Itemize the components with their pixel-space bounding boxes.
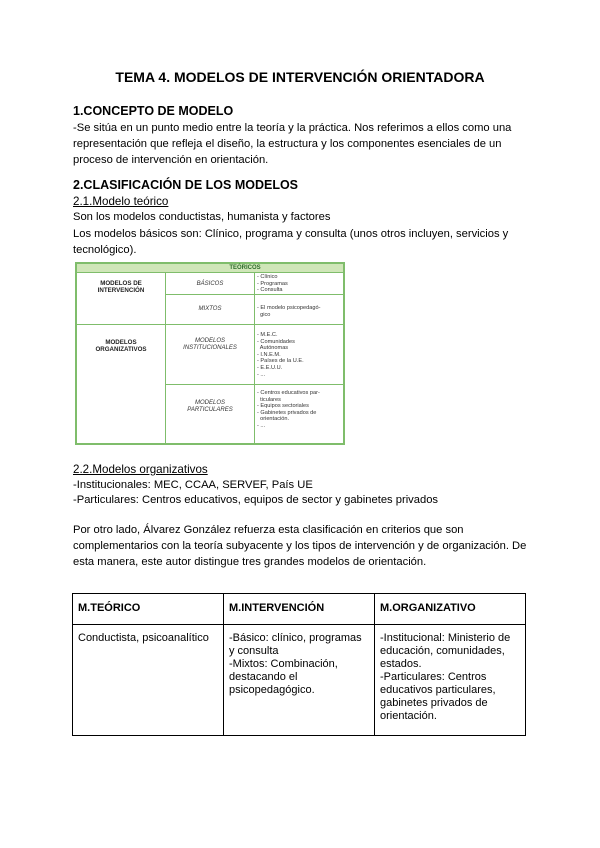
subheading-modelos-organizativos: 2.2.Modelos organizativos [73, 463, 208, 476]
comparison-table [72, 593, 526, 736]
scan-right-basicos: - Clínico - Programas - Consulta [257, 274, 288, 294]
scanned-models-table [75, 262, 345, 445]
table-header-row [73, 594, 526, 625]
alvarez-paragraph: Por otro lado, Álvarez González refuerza esta clasificación en criterios que son complementarios con la teoría subyacente y los tipos de intervención y de organización. De esta manera, este autor distingue tres grandes modelos de orientación. [73, 524, 527, 568]
scan-header-band: TEÓRICOS [77, 264, 343, 273]
scan-basicos: BÁSICOS [196, 281, 224, 287]
teorico-line-2: Los modelos básicos son: Clínico, programa y consulta (unos otros incluyen, servicios y tecnológico). [73, 228, 509, 256]
subheading-modelo-teorico: 2.1.Modelo teórico [73, 195, 169, 208]
col-header-intervencion: M.INTERVENCIÓN [224, 594, 375, 625]
section-heading-clasificacion: 2.CLASIFICACIÓN DE LOS MODELOS [73, 178, 299, 192]
organizativos-particulares: -Particulares: Centros educativos, equipos de sector y gabinetes privados [73, 494, 439, 506]
col-header-organizativo: M.ORGANIZATIVO [375, 594, 526, 625]
scan-right-institucionales: - M.E.C. - Comunidades Autónomas - I.N.E.M. - Países de la U.E. - E.E.U.U. - ... [257, 332, 304, 378]
table-row [73, 625, 526, 736]
scan-right-particulares: - Centros educativos par- ticulares - Equipos sectoriales - Gabinetes privados de orientación. - ... [257, 390, 320, 429]
scan-label-organizativos: MODELOS ORGANIZATIVOS [95, 339, 147, 353]
scan-particulares: MODELOS PARTICULARES [187, 400, 233, 413]
col-header-teorico: M.TEÓRICO [73, 594, 224, 625]
scan-right-mixtos: - El modelo psicopedagó- gico [257, 305, 321, 318]
organizativos-institucionales: -Institucionales: MEC, CCAA, SERVEF, País UE [73, 479, 313, 491]
scan-institucionales: MODELOS INSTITUCIONALES [183, 338, 237, 351]
cell-organizativo: -Institucional: Ministerio de educación, comunidades, estados. -Particulares: Centros educativos particulares, gabinetes privados de orientación. [375, 625, 526, 736]
scan-mixtos: MIXTOS [198, 306, 222, 312]
cell-intervencion: -Básico: clínico, programas y consulta -Mixtos: Combinación, destacando el psicopedagógico. [224, 625, 375, 736]
cell-teorico: Conductista, psicoanalítico [73, 625, 224, 736]
scan-label-intervencion: MODELOS DE INTERVENCIÓN [97, 280, 145, 294]
section-heading-concepto: 1.CONCEPTO DE MODELO [73, 104, 234, 118]
concepto-paragraph: -Se sitúa en un punto medio entre la teoría y la práctica. Nos referimos a ellos como una representación que refleja el diseño, la estructura y los componentes esenciales de un proceso de intervención en orientación. [73, 122, 512, 166]
page-title: TEMA 4. MODELOS DE INTERVENCIÓN ORIENTADORA [115, 69, 485, 85]
teorico-line-1: Son los modelos conductistas, humanista y factores [73, 211, 331, 223]
